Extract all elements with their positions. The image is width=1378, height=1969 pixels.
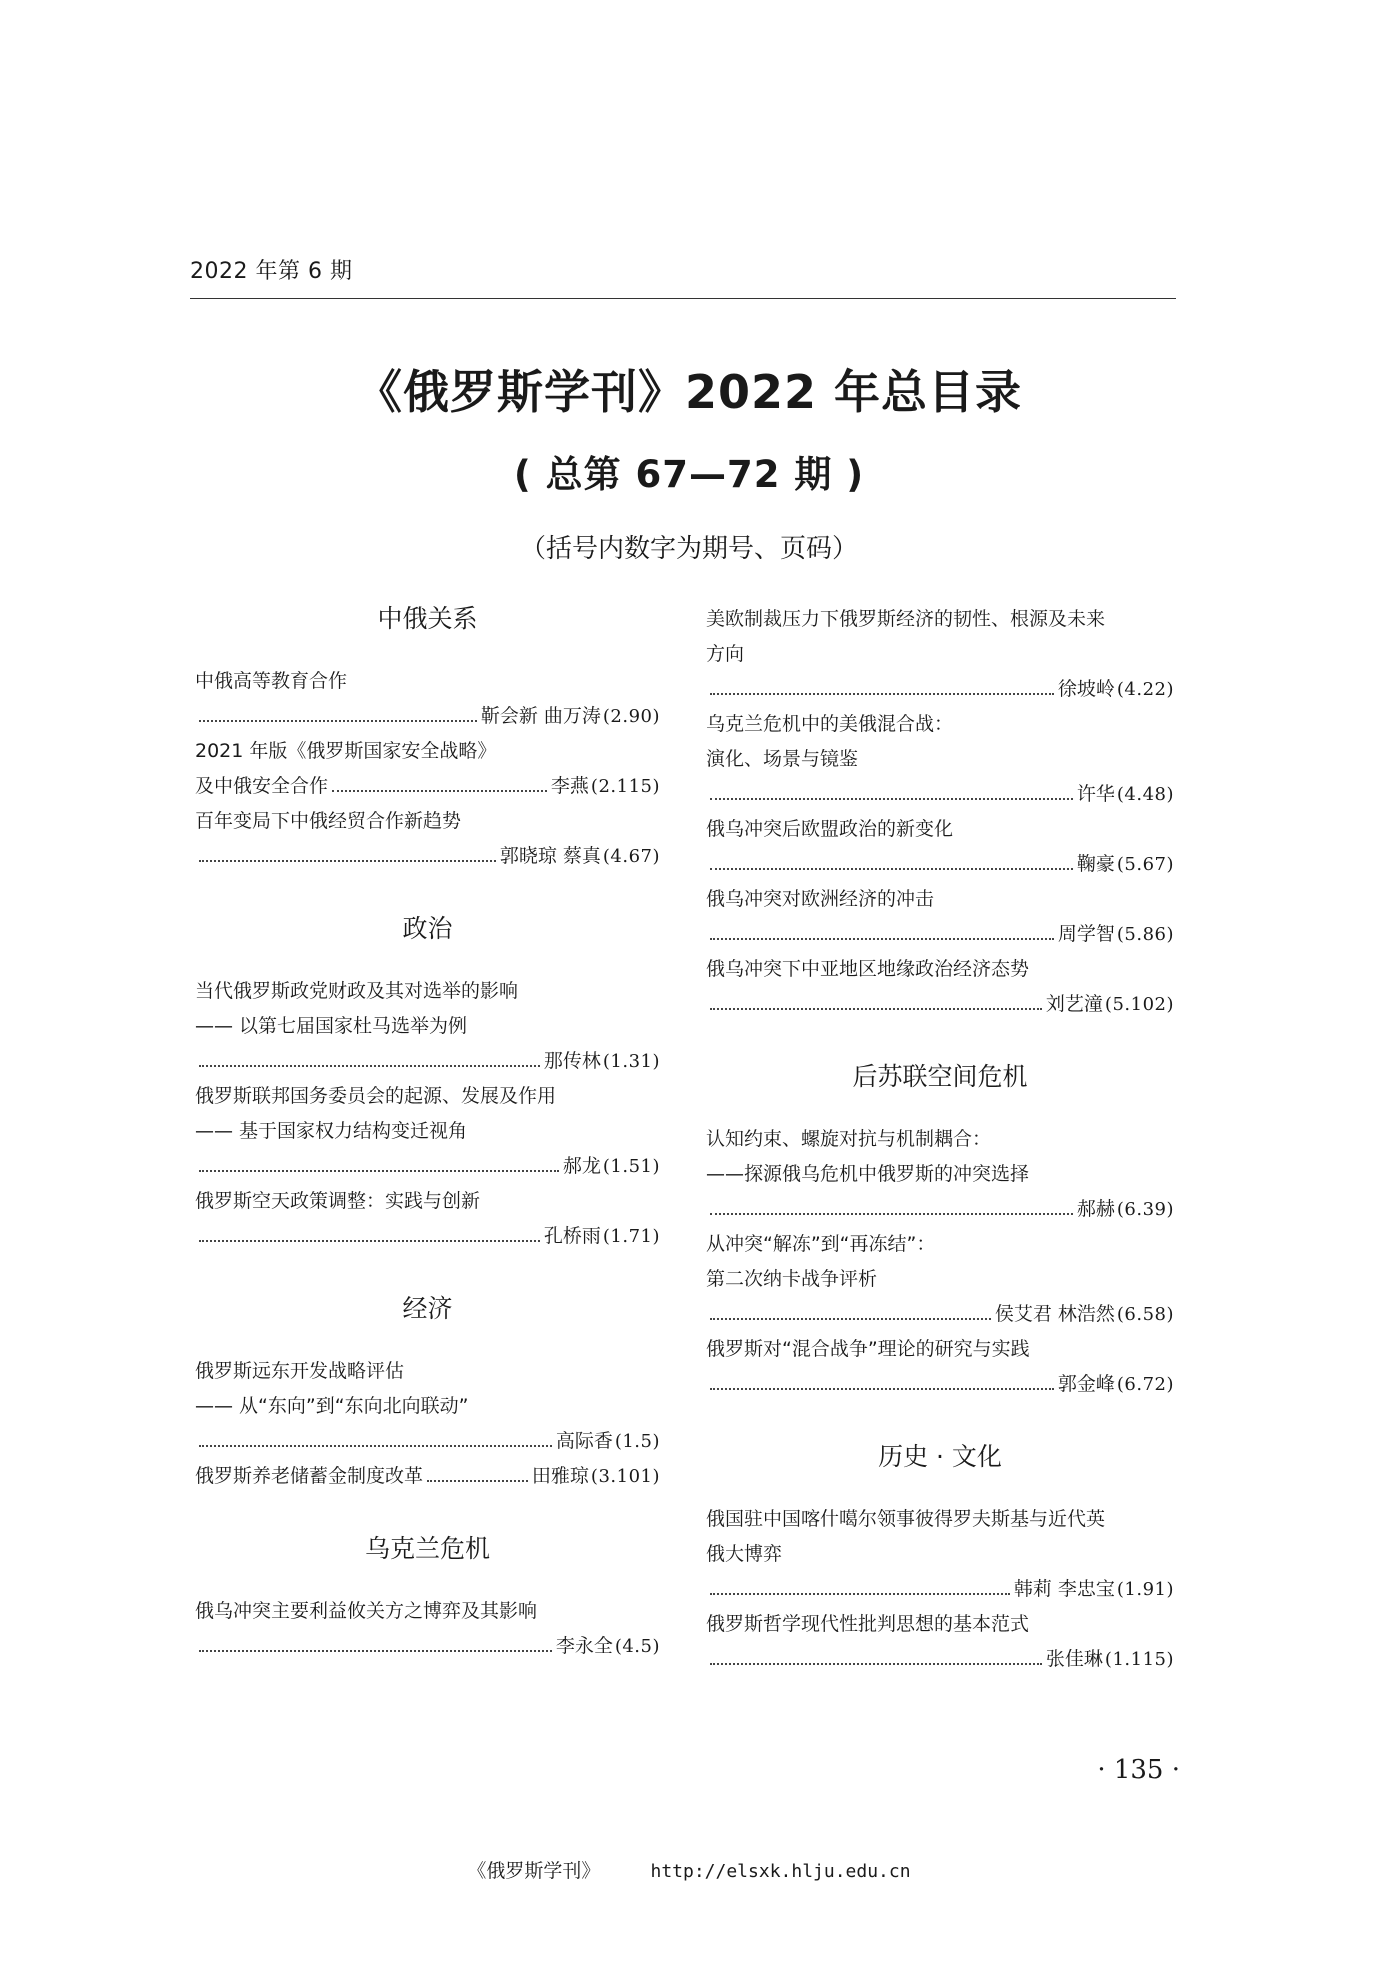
leader-dots — [199, 1650, 552, 1652]
article-title-line: 俄乌冲突主要利益攸关方之博弈及其影响 — [195, 1600, 538, 1622]
article-author: 李燕 — [550, 775, 589, 797]
article-entry — [706, 1227, 1174, 1332]
article-reference: (2.115) — [590, 776, 660, 797]
article-author: 那传林 — [543, 1050, 601, 1072]
section-gap — [706, 1402, 1174, 1438]
right-column — [706, 602, 1174, 1677]
article-author-line — [195, 1044, 660, 1079]
article-reference: (6.58) — [1116, 1304, 1174, 1325]
article-entry — [195, 1354, 660, 1459]
article-author: 周学智 — [1057, 923, 1115, 945]
article-entry — [706, 1122, 1174, 1227]
article-title-line: ——探源俄乌危机中俄罗斯的冲突选择 — [706, 1163, 1030, 1185]
toc-section — [706, 1438, 1174, 1677]
leader-dots — [710, 1318, 991, 1320]
article-reference: (3.101) — [590, 1466, 660, 1487]
article-title-line: 俄罗斯联邦国务委员会的起源、发展及作用 — [195, 1085, 557, 1107]
article-author-line — [195, 769, 660, 804]
toc-section — [195, 600, 660, 874]
article-author-line — [706, 777, 1174, 812]
section-heading: 乌克兰危机 — [364, 1534, 490, 1563]
article-reference: (4.22) — [1116, 679, 1174, 700]
article-entry — [706, 707, 1174, 812]
article-author-line — [706, 987, 1174, 1022]
article-author: 许华 — [1076, 783, 1115, 805]
article-author: 鞠豪 — [1076, 853, 1115, 875]
article-title-line: 当代俄罗斯政党财政及其对选举的影响 — [195, 980, 519, 1002]
page-number: · 135 · — [1097, 1755, 1180, 1785]
article-title-line: 美欧制裁压力下俄罗斯经济的韧性、根源及未来 — [706, 608, 1106, 630]
article-author-line — [706, 847, 1174, 882]
article-author-line — [195, 699, 660, 734]
page-title: 《俄罗斯学刊》2022 年总目录 — [355, 365, 1023, 419]
article-entry — [195, 664, 660, 734]
leader-dots — [710, 1213, 1073, 1215]
article-author-line — [706, 672, 1174, 707]
article-entry — [195, 1079, 660, 1184]
article-reference: (5.102) — [1104, 994, 1174, 1015]
article-title-line: 第二次纳卡战争评析 — [706, 1268, 878, 1290]
article-title-line: 俄国驻中国喀什噶尔领事彼得罗夫斯基与近代英 — [706, 1508, 1106, 1530]
article-entry — [706, 1502, 1174, 1607]
article-entry — [706, 1332, 1174, 1402]
article-author-line — [195, 1219, 660, 1254]
article-reference: (5.86) — [1116, 924, 1174, 945]
article-entry — [706, 812, 1174, 882]
article-reference: (6.72) — [1116, 1374, 1174, 1395]
article-entry — [706, 602, 1174, 707]
section-items — [706, 1096, 1174, 1402]
article-reference: (1.115) — [1104, 1649, 1174, 1670]
toc-section — [195, 1290, 660, 1494]
leader-dots — [710, 798, 1073, 800]
footer — [0, 1856, 1378, 1883]
article-reference: (1.5) — [614, 1431, 660, 1452]
section-items — [195, 638, 660, 874]
leader-dots — [199, 720, 477, 722]
section-heading: 政治 — [402, 914, 453, 943]
leader-dots — [199, 1170, 559, 1172]
article-author: 田雅琼 — [531, 1465, 589, 1487]
article-author-line — [195, 1424, 660, 1459]
article-author-line — [195, 1459, 660, 1494]
article-author: 高际香 — [555, 1430, 613, 1452]
article-title-line: 百年变局下中俄经贸合作新趋势 — [195, 810, 462, 832]
section-heading: 中俄关系 — [377, 604, 478, 633]
article-reference: (5.67) — [1116, 854, 1174, 875]
article-reference: (2.90) — [602, 706, 660, 727]
leader-dots — [427, 1480, 528, 1482]
article-entry — [195, 974, 660, 1079]
article-entry — [195, 1459, 660, 1494]
article-title-line: 俄大博弈 — [706, 1543, 783, 1565]
page-note: （括号内数字为期号、页码） — [519, 534, 858, 564]
article-title-line: 2021 年版《俄罗斯国家安全战略》 — [195, 740, 497, 762]
article-author: 郭金峰 — [1057, 1373, 1115, 1395]
article-title-line: 俄罗斯养老储蓄金制度改革 — [195, 1465, 424, 1487]
article-entry — [195, 804, 660, 874]
article-title-line: 方向 — [706, 643, 745, 665]
section-items — [706, 1476, 1174, 1677]
leader-dots — [199, 1445, 552, 1447]
leader-dots — [332, 790, 547, 792]
right-lead-articles — [706, 602, 1174, 1022]
article-reference: (1.31) — [602, 1051, 660, 1072]
footer-url[interactable]: http://elsxk.hlju.edu.cn — [650, 1861, 911, 1882]
article-author: 靳会新 曲万涛 — [480, 705, 601, 727]
article-reference: (1.91) — [1116, 1579, 1174, 1600]
article-author-line — [195, 1149, 660, 1184]
section-items — [195, 948, 660, 1254]
article-reference: (4.67) — [602, 846, 660, 867]
article-author: 徐坡岭 — [1057, 678, 1115, 700]
article-entry — [706, 952, 1174, 1022]
article-author-line — [706, 1572, 1174, 1607]
section-items — [195, 1328, 660, 1494]
article-title-line: 认知约束、螺旋对抗与机制耦合： — [706, 1128, 992, 1150]
article-entry — [706, 1607, 1174, 1677]
article-author: 郝龙 — [562, 1155, 601, 1177]
section-items — [195, 1568, 660, 1664]
leader-dots — [199, 1240, 540, 1242]
leader-dots — [710, 1593, 1010, 1595]
article-title-line: 俄罗斯对“混合战争”理论的研究与实践 — [706, 1338, 1030, 1360]
section-heading: 历史 · 文化 — [878, 1442, 1002, 1471]
article-title-line: 及中俄安全合作 — [195, 775, 329, 797]
article-title-line: 俄乌冲突对欧洲经济的冲击 — [706, 888, 935, 910]
article-author: 郝赫 — [1076, 1198, 1115, 1220]
article-author: 孔桥雨 — [543, 1225, 601, 1247]
article-title-line: 中俄高等教育合作 — [195, 670, 348, 692]
toc-section — [195, 910, 660, 1254]
article-reference: (1.51) — [602, 1156, 660, 1177]
article-author: 张佳琳 — [1045, 1648, 1103, 1670]
section-gap — [706, 1022, 1174, 1058]
article-entry — [195, 1594, 660, 1664]
toc-section — [706, 1058, 1174, 1402]
article-author-line — [706, 1367, 1174, 1402]
article-author-line — [706, 1642, 1174, 1677]
article-entry — [195, 1184, 660, 1254]
article-title-line: 俄罗斯远东开发战略评估 — [195, 1360, 405, 1382]
article-author: 侯艾君 林浩然 — [994, 1303, 1115, 1325]
article-title-line: —— 从“东向”到“东向北向联动” — [195, 1395, 469, 1417]
section-gap — [195, 1254, 660, 1290]
issue-label: 2022 年第 6 期 — [190, 259, 353, 284]
right-sections — [706, 1022, 1174, 1677]
article-title-line: 乌克兰危机中的美俄混合战： — [706, 713, 954, 735]
leader-dots — [710, 1663, 1042, 1665]
article-author: 韩莉 李忠宝 — [1013, 1578, 1115, 1600]
article-title-line: —— 以第七届国家杜马选举为例 — [195, 1015, 468, 1037]
leader-dots — [710, 868, 1073, 870]
article-author-line — [706, 1192, 1174, 1227]
article-reference: (4.48) — [1116, 784, 1174, 805]
leader-dots — [710, 1008, 1042, 1010]
article-author: 郭晓琼 蔡真 — [499, 845, 601, 867]
article-title-line: 俄罗斯哲学现代性批判思想的基本范式 — [706, 1613, 1030, 1635]
toc-section — [195, 1530, 660, 1664]
page-subtitle: ( 总第 67—72 期 ) — [513, 453, 865, 496]
article-title-line: 俄罗斯空天政策调整：实践与创新 — [195, 1190, 481, 1212]
footer-journal: 《俄罗斯学刊》 — [467, 1860, 601, 1882]
article-entry — [195, 734, 660, 804]
article-reference: (1.71) — [602, 1226, 660, 1247]
article-author-line — [195, 1629, 660, 1664]
article-title-line: 从冲突“解冻”到“再冻结”： — [706, 1233, 936, 1255]
article-author-line — [706, 1297, 1174, 1332]
article-title-line: 俄乌冲突后欧盟政治的新变化 — [706, 818, 954, 840]
article-author: 刘艺潼 — [1045, 993, 1103, 1015]
article-title-line: 演化、场景与镜鉴 — [706, 748, 859, 770]
article-reference: (4.5) — [614, 1636, 660, 1657]
header-rule — [190, 298, 1176, 299]
leader-dots — [710, 693, 1054, 695]
section-heading: 经济 — [402, 1294, 453, 1323]
leader-dots — [199, 1065, 540, 1067]
leader-dots — [710, 1388, 1054, 1390]
article-title-line: 俄乌冲突下中亚地区地缘政治经济态势 — [706, 958, 1030, 980]
section-heading: 后苏联空间危机 — [852, 1062, 1028, 1091]
leader-dots — [199, 860, 496, 862]
article-author-line — [706, 917, 1174, 952]
article-entry — [706, 882, 1174, 952]
article-reference: (6.39) — [1116, 1199, 1174, 1220]
section-gap — [195, 1494, 660, 1530]
article-author: 李永全 — [555, 1635, 613, 1657]
article-author-line — [195, 839, 660, 874]
leader-dots — [710, 938, 1054, 940]
article-title-line: —— 基于国家权力结构变迁视角 — [195, 1120, 468, 1142]
section-gap — [195, 874, 660, 910]
left-column — [195, 600, 660, 1664]
